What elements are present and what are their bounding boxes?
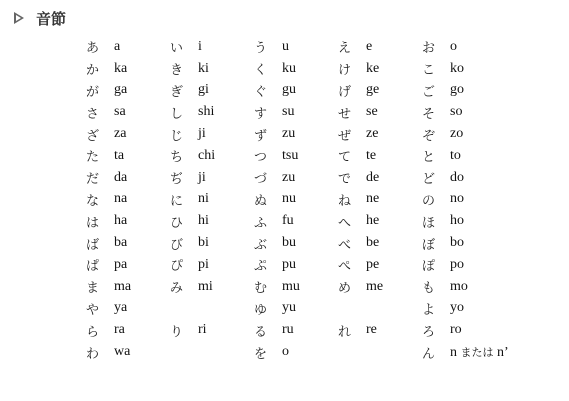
kana-cell: ぶ <box>254 237 268 253</box>
kana-cell: め <box>338 281 352 297</box>
romaji-cell: se <box>366 104 378 120</box>
kana-cell: ふ <box>254 215 268 231</box>
romaji-cell: e <box>366 38 373 54</box>
romaji-cell: gu <box>282 82 296 98</box>
kana-cell: げ <box>338 84 352 100</box>
romaji-cell: zu <box>282 126 296 142</box>
romaji-cell: te <box>366 147 377 163</box>
romaji-cell: zu <box>282 169 296 185</box>
romaji-cell: hi <box>198 213 209 229</box>
romaji-cell: pe <box>366 256 380 272</box>
kana-cell: い <box>170 41 184 57</box>
kana-cell: ぼ <box>422 237 436 253</box>
collapse-toggle-icon[interactable] <box>14 12 24 24</box>
romaji-cell: ha <box>114 213 128 229</box>
romaji-cell: mi <box>198 278 213 294</box>
kana-cell: ぞ <box>422 128 436 144</box>
romaji-cell: a <box>114 38 121 54</box>
kana-cell: き <box>170 63 184 79</box>
kana-cell: に <box>170 193 184 209</box>
romaji-cell: zo <box>450 126 464 142</box>
romaji-cell: o <box>282 344 289 360</box>
kana-cell: ぱ <box>86 259 100 275</box>
kana-table <box>86 36 509 363</box>
kana-cell: あ <box>86 41 100 57</box>
kana-cell: ぎ <box>170 84 184 100</box>
kana-cell: ろ <box>422 324 436 340</box>
romaji-cell: wa <box>114 344 131 360</box>
romaji-cell: to <box>450 147 461 163</box>
kana-cell: や <box>86 302 100 318</box>
kana-cell: ぷ <box>254 259 268 275</box>
romaji-cell: bu <box>282 235 296 251</box>
kana-cell: ぐ <box>254 84 268 100</box>
romaji-cell: ge <box>366 82 380 98</box>
romaji-cell: go <box>450 82 464 98</box>
kana-cell: ま <box>86 281 100 297</box>
kana-cell: わ <box>86 346 100 362</box>
kana-cell: た <box>86 150 100 166</box>
romaji-cell: do <box>450 169 464 185</box>
section-header <box>14 8 66 28</box>
romaji-cell: ru <box>282 322 294 338</box>
kana-cell: し <box>170 106 184 122</box>
kana-cell: ぴ <box>170 259 184 275</box>
kana-cell: り <box>170 324 184 340</box>
romaji-cell: bo <box>450 235 464 251</box>
romaji-cell: mo <box>450 278 468 294</box>
romaji-cell: u <box>282 38 289 54</box>
kana-cell: え <box>338 41 352 57</box>
kana-cell: む <box>254 281 268 297</box>
kana-cell: を <box>254 346 268 362</box>
romaji-cell: ne <box>366 191 380 207</box>
kana-cell: ね <box>338 193 352 209</box>
kana-cell: ど <box>422 172 436 188</box>
kana-cell: び <box>170 237 184 253</box>
romaji-cell: shi <box>198 104 215 120</box>
romaji-cell: o <box>450 38 457 54</box>
kana-cell: だ <box>86 172 100 188</box>
kana-cell: よ <box>422 302 436 318</box>
romaji-cell: ri <box>198 322 207 338</box>
romaji-cell: be <box>366 235 380 251</box>
kana-cell: ば <box>86 237 100 253</box>
kana-cell: そ <box>422 106 436 122</box>
romaji-cell: yo <box>450 300 464 316</box>
kana-cell: ず <box>254 128 268 144</box>
kana-cell: ひ <box>170 215 184 231</box>
romaji-cell: ro <box>450 322 462 338</box>
romaji-cell: ko <box>450 60 464 76</box>
kana-cell: ぬ <box>254 193 268 209</box>
kana-cell: で <box>338 172 352 188</box>
romaji-cell: ki <box>198 60 209 76</box>
kana-cell: ん <box>422 346 436 362</box>
romaji-cell: ho <box>450 213 464 229</box>
romaji-cell: ke <box>366 60 380 76</box>
romaji-cell: i <box>198 38 202 54</box>
kana-cell: ご <box>422 84 436 100</box>
romaji-cell: gi <box>198 82 209 98</box>
romaji-cell: fu <box>282 213 294 229</box>
kana-cell: ざ <box>86 128 100 144</box>
kana-cell: れ <box>338 324 352 340</box>
kana-cell: て <box>338 150 352 166</box>
kana-cell: み <box>170 281 184 297</box>
romaji-cell: ra <box>114 322 125 338</box>
romaji-cell: pu <box>282 256 296 272</box>
kana-cell: せ <box>338 106 352 122</box>
romaji-cell: ji <box>198 169 206 185</box>
kana-cell: な <box>86 193 100 209</box>
romaji-cell: chi <box>198 147 216 163</box>
kana-cell: か <box>86 63 100 79</box>
kana-cell: づ <box>254 172 268 188</box>
kana-cell: ゆ <box>254 302 268 318</box>
kana-cell: べ <box>338 237 352 253</box>
romaji-cell: no <box>450 191 464 207</box>
romaji-cell: re <box>366 322 377 338</box>
kana-cell: じ <box>170 128 184 144</box>
kana-cell: は <box>86 215 100 231</box>
kana-cell: へ <box>338 215 352 231</box>
kana-cell: ぺ <box>338 259 352 275</box>
romaji-cell: ba <box>114 235 128 251</box>
kana-cell: ら <box>86 324 100 340</box>
kana-cell: さ <box>86 106 100 122</box>
kana-cell: ぜ <box>338 128 352 144</box>
romaji-cell: ni <box>198 191 209 207</box>
kana-cell: ぽ <box>422 259 436 275</box>
romaji-cell: n または n’ <box>450 344 509 360</box>
romaji-cell: ga <box>114 82 128 98</box>
romaji-cell: pi <box>198 256 209 272</box>
kana-cell: の <box>422 193 436 209</box>
romaji-cell: me <box>366 278 384 294</box>
romaji-cell: da <box>114 169 128 185</box>
romaji-cell: ku <box>282 60 296 76</box>
romaji-cell: so <box>450 104 463 120</box>
romaji-cell: ji <box>198 126 206 142</box>
romaji-cell: po <box>450 256 464 272</box>
romaji-cell: za <box>114 126 127 142</box>
romaji-cell: ka <box>114 60 128 76</box>
romaji-cell: yu <box>282 300 296 316</box>
kana-cell: つ <box>254 150 268 166</box>
romaji-cell: pa <box>114 256 128 272</box>
romaji-cell: sa <box>114 104 126 120</box>
romaji-cell: ta <box>114 147 125 163</box>
section-title: 音節 <box>36 9 67 28</box>
romaji-cell: na <box>114 191 128 207</box>
kana-cell: け <box>338 63 352 79</box>
romaji-cell: ze <box>366 126 379 142</box>
romaji-cell: su <box>282 104 295 120</box>
romaji-cell: ya <box>114 300 128 316</box>
kana-cell: ち <box>170 150 184 166</box>
kana-cell: す <box>254 106 268 122</box>
romaji-cell: mu <box>282 278 300 294</box>
kana-cell: も <box>422 281 436 297</box>
kana-cell: ほ <box>422 215 436 231</box>
kana-cell: く <box>254 63 268 79</box>
romaji-cell: bi <box>198 235 209 251</box>
kana-cell: が <box>86 84 100 100</box>
romaji-cell: de <box>366 169 380 185</box>
kana-cell: お <box>422 41 436 57</box>
romaji-cell: nu <box>282 191 296 207</box>
kana-cell: う <box>254 41 268 57</box>
kana-cell: と <box>422 150 436 166</box>
kana-cell: ぢ <box>170 172 184 188</box>
romaji-cell: he <box>366 213 380 229</box>
kana-cell: こ <box>422 63 436 79</box>
romaji-cell: ma <box>114 278 132 294</box>
kana-cell: る <box>254 324 268 340</box>
romaji-cell: tsu <box>282 147 299 163</box>
